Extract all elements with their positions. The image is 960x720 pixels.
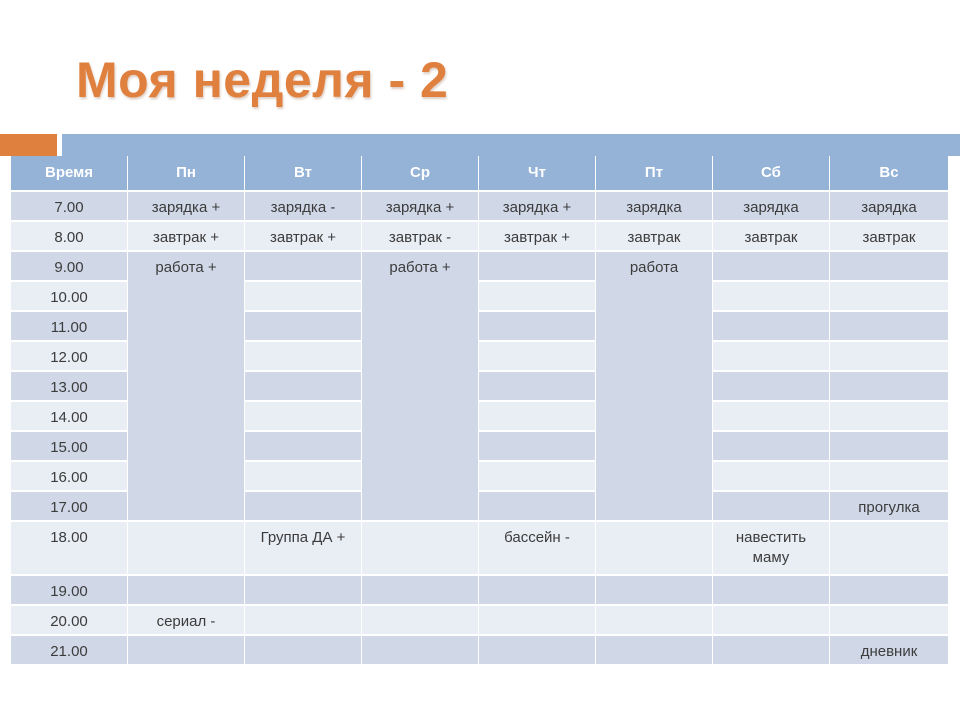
work-cell-wed: работа + <box>362 252 479 522</box>
cell-sun <box>830 606 949 636</box>
time-cell: 17.00 <box>11 492 128 522</box>
time-cell: 21.00 <box>11 636 128 666</box>
page-title: Моя неделя - 2 <box>76 52 449 108</box>
cell-sat: зарядка <box>713 192 830 222</box>
cell-tue <box>245 372 362 402</box>
cell-sat <box>713 312 830 342</box>
cell-wed <box>362 636 479 666</box>
time-cell: 13.00 <box>11 372 128 402</box>
time-cell: 10.00 <box>11 282 128 312</box>
accent-bar <box>0 134 57 156</box>
time-cell: 7.00 <box>11 192 128 222</box>
table-row <box>11 636 949 666</box>
cell-thu: бассейн - <box>479 522 596 576</box>
cell-tue <box>245 342 362 372</box>
cell-tue <box>245 312 362 342</box>
cell-wed <box>362 606 479 636</box>
cell-sat <box>713 492 830 522</box>
cell-sat: навестить маму <box>713 522 830 576</box>
cell-sun <box>830 522 949 576</box>
cell-sun <box>830 252 949 282</box>
schedule-table <box>11 156 949 666</box>
cell-thu <box>479 492 596 522</box>
cell-sat <box>713 252 830 282</box>
cell-thu: завтрак + <box>479 222 596 252</box>
cell-tue <box>245 636 362 666</box>
time-cell: 9.00 <box>11 252 128 282</box>
header-time: Время <box>11 156 128 192</box>
time-cell: 18.00 <box>11 522 128 576</box>
cell-sat <box>713 342 830 372</box>
time-cell: 20.00 <box>11 606 128 636</box>
table-row <box>11 606 949 636</box>
cell-sun: дневник <box>830 636 949 666</box>
cell-sun <box>830 372 949 402</box>
time-cell: 11.00 <box>11 312 128 342</box>
cell-mon: завтрак + <box>128 222 245 252</box>
time-cell: 16.00 <box>11 462 128 492</box>
cell-mon: сериал - <box>128 606 245 636</box>
header-thu: Чт <box>479 156 596 192</box>
cell-tue <box>245 432 362 462</box>
cell-tue: Группа ДА + <box>245 522 362 576</box>
cell-sun <box>830 576 949 606</box>
cell-sun <box>830 402 949 432</box>
cell-sun <box>830 462 949 492</box>
time-cell: 12.00 <box>11 342 128 372</box>
cell-sat <box>713 432 830 462</box>
cell-sat: завтрак <box>713 222 830 252</box>
cell-mon: зарядка + <box>128 192 245 222</box>
cell-fri <box>596 522 713 576</box>
cell-fri <box>596 576 713 606</box>
header-row <box>11 156 949 192</box>
cell-sun: зарядка <box>830 192 949 222</box>
cell-thu <box>479 576 596 606</box>
cell-thu <box>479 402 596 432</box>
cell-tue: зарядка - <box>245 192 362 222</box>
cell-mon <box>128 522 245 576</box>
cell-sun <box>830 342 949 372</box>
cell-sat <box>713 636 830 666</box>
cell-thu <box>479 342 596 372</box>
cell-sat <box>713 462 830 492</box>
cell-thu: зарядка + <box>479 192 596 222</box>
cell-thu <box>479 282 596 312</box>
cell-fri: зарядка <box>596 192 713 222</box>
cell-thu <box>479 636 596 666</box>
cell-tue <box>245 402 362 432</box>
cell-mon <box>128 636 245 666</box>
table-row <box>11 222 949 252</box>
cell-thu <box>479 462 596 492</box>
time-cell: 15.00 <box>11 432 128 462</box>
time-cell: 19.00 <box>11 576 128 606</box>
cell-sun: прогулка <box>830 492 949 522</box>
cell-thu <box>479 432 596 462</box>
work-cell-mon: работа + <box>128 252 245 522</box>
cell-wed: зарядка + <box>362 192 479 222</box>
header-tue: Вт <box>245 156 362 192</box>
cell-tue <box>245 492 362 522</box>
cell-sat <box>713 282 830 312</box>
header-sun: Вс <box>830 156 949 192</box>
table-row <box>11 192 949 222</box>
header-sat: Сб <box>713 156 830 192</box>
cell-wed: завтрак - <box>362 222 479 252</box>
cell-wed <box>362 522 479 576</box>
cell-thu <box>479 312 596 342</box>
cell-tue <box>245 606 362 636</box>
cell-thu <box>479 606 596 636</box>
cell-sun <box>830 312 949 342</box>
time-cell: 14.00 <box>11 402 128 432</box>
cell-mon <box>128 576 245 606</box>
cell-sun: завтрак <box>830 222 949 252</box>
cell-fri: завтрак <box>596 222 713 252</box>
cell-sun <box>830 432 949 462</box>
table-row <box>11 252 949 282</box>
header-mon: Пн <box>128 156 245 192</box>
cell-tue <box>245 462 362 492</box>
cell-sat <box>713 606 830 636</box>
cell-wed <box>362 576 479 606</box>
cell-tue <box>245 576 362 606</box>
time-cell: 8.00 <box>11 222 128 252</box>
cell-tue <box>245 252 362 282</box>
cell-sat <box>713 576 830 606</box>
header-bar <box>62 134 960 156</box>
header-fri: Пт <box>596 156 713 192</box>
cell-thu <box>479 372 596 402</box>
cell-fri <box>596 636 713 666</box>
table-row <box>11 522 949 576</box>
cell-fri <box>596 606 713 636</box>
cell-sun <box>830 282 949 312</box>
cell-thu <box>479 252 596 282</box>
cell-sat <box>713 372 830 402</box>
header-wed: Ср <box>362 156 479 192</box>
table-row <box>11 576 949 606</box>
cell-sat <box>713 402 830 432</box>
work-cell-fri: работа <box>596 252 713 522</box>
cell-tue <box>245 282 362 312</box>
cell-tue: завтрак + <box>245 222 362 252</box>
